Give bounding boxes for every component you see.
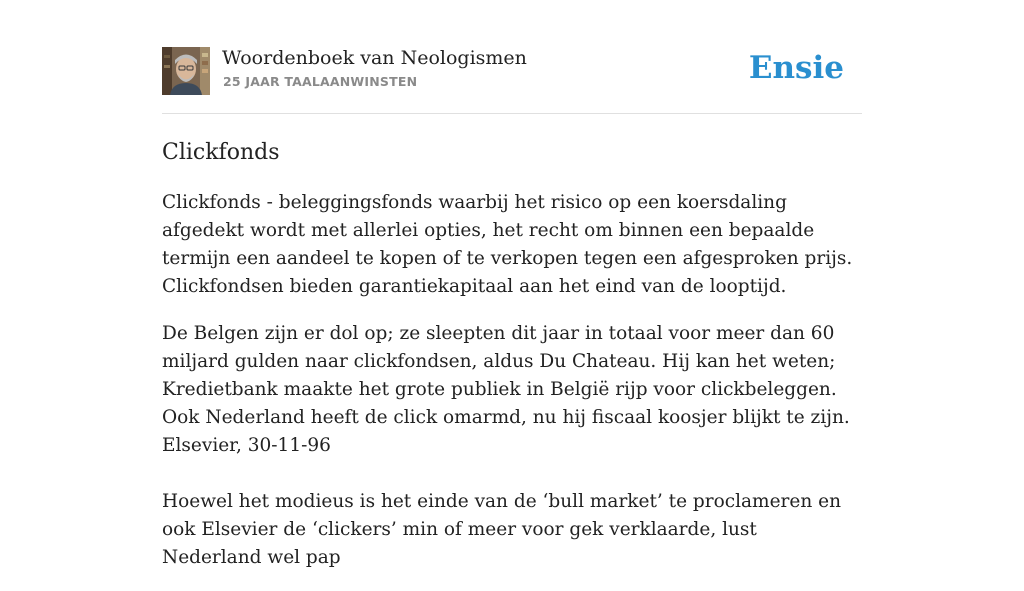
site-header (162, 46, 862, 96)
entry-title: Clickfonds (162, 140, 280, 165)
entry-content (162, 189, 862, 591)
avatar-portrait-image (162, 47, 210, 95)
ensie-logo[interactable]: Ensie (748, 50, 844, 86)
header-divider (162, 113, 862, 114)
author-avatar[interactable] (162, 47, 210, 95)
entry-paragraph: De Belgen zijn er dol op; ze sleepten dit jaar in totaal voor meer dan 60 miljard gulden naar clickfondsen, aldus Du Chateau. Hij kan het weten; Kredietbank maakte het grote publiek in België rijp voor clickbeleggen. Ook Nederland heeft de click omarmd, nu hij fiscaal koosjer blijkt te zijn. Elsevier, 30-11-96 Hoewel het modieus is het einde van de ‘bull market’ te proclameren en ook Elsevier de ‘clickers’ min of meer voor gek verklaarde, lust Nederland wel pap (162, 323, 850, 568)
blog-subtitle: 25 JAAR TAALAANWINSTEN (223, 74, 418, 89)
blog-title[interactable]: Woordenboek van Neologismen (222, 47, 527, 69)
entry-paragraph: Clickfonds - beleggingsfonds waarbij het risico op een koersdaling afgedekt wordt met allerlei opties, het recht om binnen een bepaalde termijn een aandeel te kopen of te verkopen tegen een afgesproken prijs. Clickfondsen bieden garantiekapitaal aan het eind van de looptijd. (162, 192, 853, 297)
